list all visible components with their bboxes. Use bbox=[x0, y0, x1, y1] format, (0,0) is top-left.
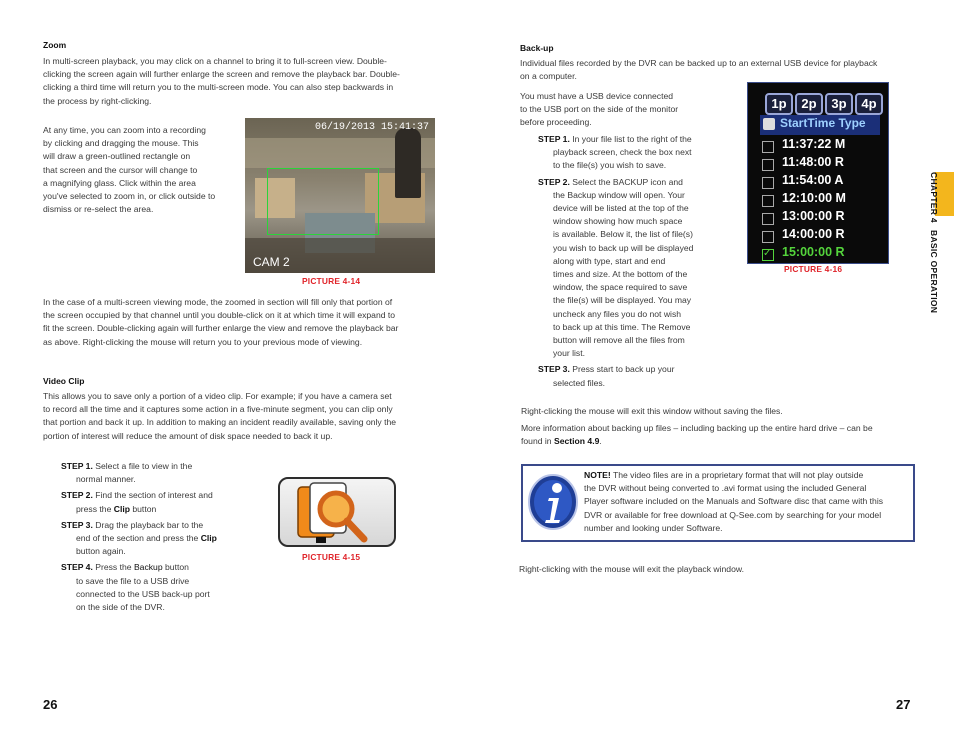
step-text: Press start to back up your bbox=[572, 364, 675, 375]
text-line: In multi-screen playback, you may click on a channel to bring it to full-screen view. Double- bbox=[43, 56, 387, 66]
file-time: 14:00:00 R bbox=[782, 227, 845, 241]
text-line: Individual files recorded by the DVR can be backed up to an external USB device for playback bbox=[520, 58, 878, 68]
text-line: More information about backing up files – including backing up the entire hard drive – can be bbox=[521, 423, 873, 433]
page-3p-button[interactable]: 3p bbox=[825, 93, 853, 115]
backup-keyword: Backup bbox=[133, 562, 163, 573]
text-line: At any time, you can zoom into a recording bbox=[43, 125, 206, 135]
text-line: that portion and back it up. In addition to making an incident readily available, saving only the bbox=[43, 417, 397, 428]
text-line bbox=[521, 435, 916, 448]
zoom-heading: Zoom bbox=[43, 40, 67, 50]
checkbox[interactable] bbox=[762, 177, 774, 189]
clip-icon-image bbox=[278, 477, 396, 547]
checkbox[interactable] bbox=[762, 213, 774, 225]
step-text: button will remove all the files from bbox=[553, 335, 685, 346]
list-item-selected[interactable] bbox=[762, 245, 882, 263]
text-fragment: . bbox=[599, 436, 602, 447]
note-label: NOTE! bbox=[584, 470, 611, 480]
text-line: clicking the screen again will further enlarge the screen and remove the playback bar. Double- bbox=[43, 69, 400, 80]
text-line: a magnifying glass. Click within the area bbox=[43, 177, 196, 188]
step-item bbox=[538, 176, 738, 189]
step-text bbox=[61, 503, 261, 516]
step-item bbox=[538, 133, 738, 146]
picture-caption: PICTURE 4-15 bbox=[302, 552, 361, 562]
step-label: STEP 3. bbox=[538, 364, 570, 375]
text-line: before proceeding. bbox=[520, 117, 592, 128]
step-text: device will be listed at the top of the bbox=[553, 203, 689, 214]
step-text: the Backup window will open. Your bbox=[553, 189, 685, 200]
zoom-paragraph-3 bbox=[43, 296, 438, 349]
camera-zoom-image bbox=[245, 118, 435, 273]
text-line: will draw a green-outlined rectangle on bbox=[43, 151, 191, 162]
video-clip-steps bbox=[61, 460, 261, 614]
camera-label: CAM 2 bbox=[253, 254, 290, 269]
file-list-panel bbox=[747, 82, 889, 264]
step-label: STEP 1. bbox=[61, 461, 93, 471]
step-text: In your file list to the right of the bbox=[572, 134, 692, 144]
text-line: the screen occupied by that channel until you double-click on it at which time it will expand to bbox=[43, 310, 396, 321]
note-box bbox=[521, 464, 915, 542]
column-header: StartTime Type bbox=[780, 116, 866, 130]
step-text: is available. Below it, the list of file(s) bbox=[553, 229, 693, 240]
backup-paragraph-2 bbox=[520, 90, 735, 130]
text-line bbox=[584, 469, 905, 482]
zoom-paragraph-1 bbox=[43, 55, 438, 108]
camera-timestamp: 06/19/2013 15:41:37 bbox=[314, 122, 429, 133]
step-item bbox=[538, 363, 738, 376]
list-item[interactable] bbox=[762, 227, 882, 245]
step-text: to back up at this time. The Remove bbox=[553, 321, 691, 332]
text-line: You must have a USB device connected bbox=[520, 91, 674, 101]
text-line: In the case of a multi-screen viewing mode, the zoomed in section will fill only that portion of bbox=[43, 297, 393, 307]
closing-paragraph: Right-clicking with the mouse will exit the playback window. bbox=[519, 564, 744, 574]
step-text: selected files. bbox=[553, 377, 606, 388]
checkbox[interactable] bbox=[762, 159, 774, 171]
page-4p-button[interactable]: 4p bbox=[855, 93, 883, 115]
zoom-selection-rectangle bbox=[267, 168, 379, 235]
step-label: STEP 2. bbox=[61, 490, 93, 501]
step-text bbox=[61, 532, 261, 545]
list-item[interactable] bbox=[762, 155, 882, 173]
video-clip-paragraph bbox=[43, 390, 438, 443]
page-number: 27 bbox=[896, 697, 911, 712]
picture-caption: PICTURE 4-16 bbox=[784, 264, 843, 274]
chapter-tab-text bbox=[927, 172, 940, 313]
text-line: DVR or available for free download at Q-See.com by searching for your model bbox=[584, 509, 882, 520]
disk-icon bbox=[763, 118, 775, 130]
step-item bbox=[61, 489, 261, 502]
video-clip-heading: Video Clip bbox=[43, 376, 85, 386]
text-line: number and looking under Software. bbox=[584, 522, 723, 533]
step-text: on the side of the DVR. bbox=[76, 602, 165, 613]
chapter-label: CHAPTER 4 bbox=[929, 172, 940, 223]
file-time: 13:00:00 R bbox=[782, 209, 845, 223]
text-line: on a computer. bbox=[520, 71, 577, 82]
magnifier-clip-icon bbox=[280, 479, 394, 545]
text-line: portion of interest will reduce the amount of disk space needed to back it up. bbox=[43, 430, 333, 441]
file-time: 11:48:00 R bbox=[782, 155, 844, 169]
file-time: 11:37:22 M bbox=[782, 137, 846, 151]
text-line: the DVR without being converted to .avi format using the included General bbox=[584, 483, 867, 494]
text-line: by clicking and dragging the mouse. This bbox=[43, 138, 199, 149]
step-label: STEP 4. bbox=[61, 562, 93, 573]
text-line: to record all the time and it captures some action in a five-minute segment, you can clip only bbox=[43, 404, 393, 415]
step-text: times and size. At the bottom of the bbox=[553, 269, 688, 280]
step-text: your list. bbox=[553, 348, 585, 359]
section-reference: Section 4.9 bbox=[553, 436, 600, 447]
text-line: you've selected to zoom in, or click outside to bbox=[43, 191, 216, 202]
step-item bbox=[61, 519, 261, 532]
step-text: press the bbox=[76, 503, 114, 514]
text-line: Player software included on the Manuals and Software disc that came with this bbox=[584, 496, 884, 507]
step-text: the file(s) will be displayed. You may bbox=[553, 295, 692, 306]
step-text: window showing how much space bbox=[553, 216, 683, 227]
step-text: connected to the USB back-up port bbox=[76, 588, 210, 599]
checkbox-checked[interactable] bbox=[762, 249, 774, 261]
text-line: fit the screen. Double-clicking again will further enlarge the view and remove the playback bar bbox=[43, 323, 399, 334]
backup-paragraph-1 bbox=[520, 57, 915, 83]
step-text: to the file(s) you wish to save. bbox=[553, 160, 667, 171]
backup-heading: Back-up bbox=[520, 43, 554, 53]
info-icon bbox=[527, 472, 579, 532]
chapter-side-tab bbox=[925, 172, 954, 462]
backup-paragraph-4 bbox=[521, 422, 916, 448]
text-line: as above. Right-clicking the mouse will return you to your previous mode of viewing. bbox=[43, 336, 363, 347]
file-time: 12:10:00 M bbox=[782, 191, 846, 205]
step-label: STEP 1. bbox=[538, 134, 570, 144]
file-time: 15:00:00 R bbox=[782, 245, 845, 259]
backup-steps bbox=[538, 133, 738, 390]
step-text: Press the bbox=[95, 562, 134, 573]
list-item[interactable] bbox=[762, 137, 882, 155]
step-item bbox=[61, 561, 261, 574]
text-line: This allows you to save only a portion of a video clip. For example; if you have a camera set bbox=[43, 391, 392, 401]
step-text: Drag the playback bar to the bbox=[95, 519, 204, 530]
note-text bbox=[584, 469, 905, 535]
list-item[interactable] bbox=[762, 191, 882, 209]
checkbox[interactable] bbox=[762, 195, 774, 207]
step-text: Find the section of interest and bbox=[95, 490, 213, 501]
clip-keyword: Clip bbox=[200, 533, 217, 544]
step-item bbox=[61, 460, 261, 473]
text-line: to the USB port on the side of the monitor bbox=[520, 104, 679, 115]
text-fragment: The video files are in a proprietary format that will not play outside bbox=[612, 470, 864, 480]
step-text: button bbox=[129, 503, 157, 514]
file-time: 11:54:00 A bbox=[782, 173, 844, 187]
step-text: to save the file to a USB drive bbox=[76, 575, 190, 586]
text-line: clicking a third time will return you to the multi-screen mode. You can also step backwards in bbox=[43, 82, 394, 93]
step-text: end of the section and press the bbox=[76, 533, 201, 544]
step-text: you wish to back up will be displayed bbox=[553, 242, 694, 253]
page-buttons bbox=[748, 93, 888, 117]
text-line: the process by right-clicking. bbox=[43, 95, 152, 106]
step-label: STEP 3. bbox=[61, 519, 93, 530]
text-line: dismiss or re-select the area. bbox=[43, 204, 154, 215]
list-item[interactable] bbox=[762, 173, 882, 191]
picture-caption: PICTURE 4-14 bbox=[302, 276, 361, 286]
page-1p-button[interactable]: 1p bbox=[765, 93, 793, 115]
step-text: Select the BACKUP icon and bbox=[572, 176, 683, 187]
zoom-paragraph-2 bbox=[43, 124, 243, 216]
list-header bbox=[760, 115, 880, 135]
backup-paragraph-3: Right-clicking the mouse will exit this window without saving the files. bbox=[521, 406, 783, 416]
step-text: window, the space required to save bbox=[553, 282, 688, 293]
text-line: that screen and the cursor will change to bbox=[43, 164, 198, 175]
step-text: button bbox=[162, 562, 189, 573]
step-text: button again. bbox=[76, 546, 126, 557]
step-text: Select a file to view in the bbox=[95, 461, 193, 471]
step-text: along with type, start and end bbox=[553, 255, 666, 266]
list-item[interactable] bbox=[762, 209, 882, 227]
checkbox[interactable] bbox=[762, 231, 774, 243]
step-text: playback screen, check the box next bbox=[553, 147, 692, 158]
chapter-title: BASIC OPERATION bbox=[929, 229, 940, 313]
step-text: normal manner. bbox=[76, 474, 136, 485]
step-label: STEP 2. bbox=[538, 176, 570, 187]
page-number: 26 bbox=[43, 697, 58, 712]
step-text: uncheck any files you do not wish bbox=[553, 308, 682, 319]
checkbox[interactable] bbox=[762, 141, 774, 153]
text-fragment: found in bbox=[521, 436, 554, 447]
page-2p-button[interactable]: 2p bbox=[795, 93, 823, 115]
clip-keyword: Clip bbox=[113, 503, 130, 514]
